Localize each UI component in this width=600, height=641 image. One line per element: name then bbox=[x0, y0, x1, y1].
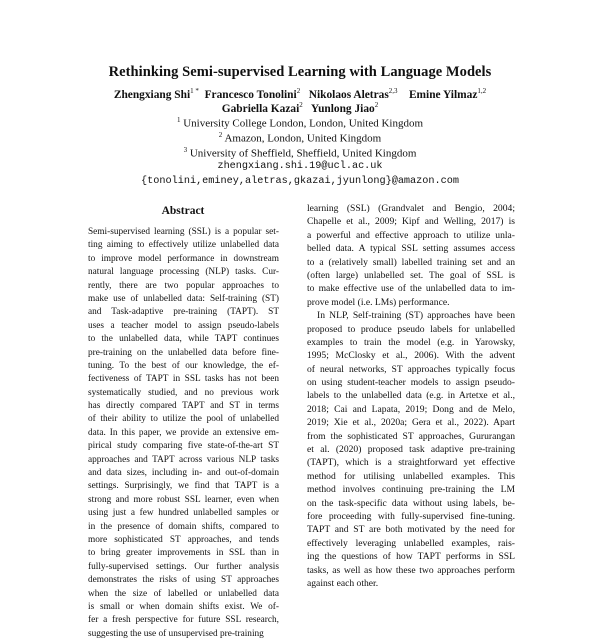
intro-line: Chapelle et al., 2009; Kipf and Welling, 2017) is bbox=[307, 216, 515, 228]
intro-line: et al. (2020) proposed task adaptive pre-training bbox=[307, 444, 515, 456]
abstract-line: of their ability to utilize the pool of unlabelled bbox=[88, 414, 279, 425]
author-sup: 2 bbox=[299, 101, 303, 109]
author-name: Francesco Tonolini bbox=[204, 88, 297, 101]
author-sup: 1,2 bbox=[477, 87, 487, 95]
author-sup: 2,3 bbox=[388, 87, 398, 95]
intro-line: method for utilising unlabelled examples. This bbox=[307, 470, 515, 482]
abstract-line: approaches and TAPT across various NLP tasks bbox=[88, 454, 279, 465]
intro-line: learning (SSL) (Grandvalet and Bengio, 2004; bbox=[307, 203, 515, 214]
abstract-line: natural language processing (NLP) tasks. Cur- bbox=[88, 267, 279, 278]
intro-line: method involves continuing pre-training the LM bbox=[307, 484, 515, 496]
abstract-line: tuning. To the best of our knowledge, the ef- bbox=[88, 360, 279, 371]
abstract-line: to improve model performance in downstream bbox=[88, 253, 279, 264]
abstract-line: and data sizes, including in- and out-of-domain bbox=[88, 468, 279, 479]
intro-line: examples to train the model (e.g. in Yarowsky, bbox=[307, 336, 515, 348]
intro-line: TAPT and ST are both motivated by the need for bbox=[307, 524, 515, 536]
affiliation-text: University College London, London, United Kingdom bbox=[183, 117, 424, 130]
intro-line: to a (relatively small) labelled training set and an bbox=[307, 256, 515, 268]
abstract-line: more sophisticated ST approaches, and tends bbox=[88, 534, 279, 545]
abstract-line: using just a few hundred unlabelled samples or bbox=[88, 508, 279, 519]
affiliation-sup: 2 bbox=[218, 131, 223, 139]
abstract-line: systematically studied, and no previous work bbox=[88, 387, 279, 398]
abstract-line: and Task-adaptive pre-training (TAPT). ST bbox=[88, 307, 279, 318]
abstract-line: rently, there are two popular approaches to bbox=[88, 280, 279, 291]
abstract-line: demonstrates the risks of using ST approaches bbox=[88, 575, 279, 586]
intro-line: fore proceeding with fully-supervised fine-tuning. bbox=[307, 510, 515, 522]
abstract-line: pre-training on the unlabelled data before fine- bbox=[88, 347, 279, 358]
author-line-1 bbox=[0, 87, 600, 101]
intro-line: effectively leveraging unlabelled examples, rais- bbox=[307, 537, 515, 549]
affiliation-text: Amazon, London, United Kingdom bbox=[224, 132, 382, 145]
intro-line: of neural networks, ST approaches typically focus bbox=[307, 363, 515, 375]
intro-line: labels to the unlabelled data (e.g. in Artetxe et al., bbox=[307, 390, 515, 402]
introduction-body bbox=[307, 202, 515, 590]
abstract-line: strong and more robust SSL learner, even when bbox=[88, 494, 279, 505]
paper-title: Rethinking Semi-supervised Learning with Language Models bbox=[108, 64, 492, 80]
author-name: Gabriella Kazai bbox=[221, 102, 300, 115]
affiliation bbox=[0, 131, 600, 145]
abstract-line: fully-supervised settings. Our further analysis bbox=[88, 561, 279, 572]
affiliation bbox=[0, 146, 600, 160]
abstract-line: data. In this paper, we provide an extensive em- bbox=[88, 427, 279, 438]
intro-line: (often large) unlabelled set. The goal of SSL is bbox=[307, 269, 515, 281]
author-name: Emine Yilmaz bbox=[408, 88, 478, 101]
abstract-line: is small or when domain shifts exist. We of- bbox=[88, 601, 279, 612]
intro-line: to make effective use of the unlabelled data to im- bbox=[307, 283, 515, 295]
abstract-line: uses a teacher model to assign pseudo-labels bbox=[88, 320, 279, 331]
intro-line: In NLP, Self-training (ST) approaches have been bbox=[317, 310, 515, 322]
intro-line: tasks, as well as how these two approaches perform bbox=[307, 564, 515, 576]
intro-line: proposed to produce pseudo labels for unlabelled bbox=[307, 323, 515, 335]
intro-line: belled data. A typical SSL setting assumes access bbox=[307, 243, 515, 255]
intro-line: against each other. bbox=[307, 577, 379, 589]
abstract-line: in the presence of domain shifts, compared to bbox=[88, 521, 279, 532]
abstract-line: settings. Surprisingly, we find that TAPT is a bbox=[88, 481, 279, 492]
author-sup: 1 * bbox=[190, 87, 199, 95]
abstract-line: ting aiming to effectively utilize unlabelled data bbox=[88, 240, 279, 251]
email-address: {tonolini,eminey,aletras,gkazai,jyunlong}@amazon.com bbox=[141, 176, 459, 187]
intro-line: from the sophisticated ST approaches, Gururangan bbox=[307, 430, 515, 442]
affiliation-sup: 3 bbox=[183, 146, 188, 154]
abstract-line: to the unlabelled data, while TAPT continues bbox=[88, 334, 279, 345]
author-name: Zhengxiang Shi bbox=[113, 88, 191, 101]
author-sup: 2 bbox=[374, 101, 379, 109]
intro-line: ing the questions of how TAPT performs in SSL bbox=[307, 551, 515, 563]
email-address: zhengxiang.shi.19@ucl.ac.uk bbox=[217, 161, 383, 172]
abstract-line: has directly compared TAPT and ST in terms bbox=[88, 401, 279, 412]
author-name: Yunlong Jiao bbox=[310, 102, 375, 115]
abstract-line: fectiveness of TAPT in SSL tasks has not been bbox=[88, 374, 279, 385]
abstract-body bbox=[88, 226, 279, 641]
abstract-line: fer a fresh perspective for future SSL research, bbox=[88, 615, 279, 626]
affiliation-text: University of Sheffield, Sheffield, United Kingdom bbox=[189, 147, 417, 160]
abstract-heading: Abstract bbox=[161, 205, 205, 217]
abstract-line: pirical study comparing five state-of-the-art ST bbox=[88, 441, 279, 452]
affiliation-sup: 1 bbox=[176, 116, 181, 124]
intro-line: on the task-specific data without using labels, be- bbox=[307, 497, 515, 509]
author-sup: 2 bbox=[296, 87, 301, 95]
abstract-line: make use of unlabelled data: Self-training (ST) bbox=[88, 293, 279, 304]
intro-line: 1995; McClosky et al., 2006). With the advent bbox=[307, 350, 515, 362]
intro-line: prove model (i.e. LMs) performance. bbox=[307, 296, 450, 308]
intro-line: (TAPT), which is a straightforward yet effective bbox=[307, 457, 515, 469]
intro-line: a powerful and effective approach to utilize unla- bbox=[307, 229, 515, 241]
abstract-line: to bring greater improvements in SSL than in bbox=[88, 548, 279, 559]
author-line-2 bbox=[0, 101, 600, 115]
abstract-line: Semi-supervised learning (SSL) is a popular set- bbox=[88, 227, 279, 237]
abstract-line: when the size of labelled or unlabelled data bbox=[88, 588, 279, 599]
author-name: Nikolaos Aletras bbox=[308, 88, 389, 101]
intro-line: on using student-teacher models to assign pseudo- bbox=[307, 377, 515, 389]
intro-line: 2019; Xie et al., 2020a; Gera et al., 2022). Apart bbox=[307, 417, 515, 429]
intro-line: 2018; Cai and Lapata, 2019; Dong and de Melo, bbox=[307, 403, 515, 415]
abstract-line: suggesting the use of unsupervised pre-training bbox=[88, 628, 264, 639]
affiliation bbox=[0, 116, 600, 130]
